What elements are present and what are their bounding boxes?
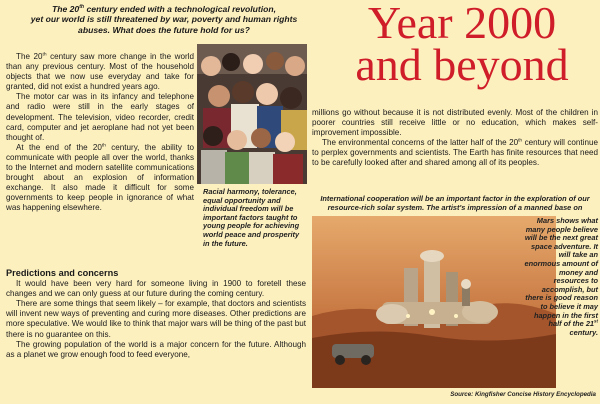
article-column-2 [312,108,598,169]
mars-photo-caption-top: International cooperation will be an important factor in the exploration of our resource-rich solar system. The artist's impression of a manned base on [320,194,590,212]
paragraph: At the end of the 20th century, the ability to communicate with people all over the world, thanks to the Internet and modern satellite communications brought about an explosion of information exchange. It also made it difficult for some governments to keep people in ignorance of what was happening elsewhere. [6,142,194,213]
title-line-1: Year 2000 [367,0,557,48]
source-credit: Source: Kingfisher Concise History Encyclopedia [450,391,596,398]
page-title [326,0,598,90]
mars-photo-caption-side: Mars shows what many people believe will be the next great space adventure. It will take an enormous amount of money and resources to accomplish, but there is good reason to believe it may happen in the first half of the 21st century. [524,216,598,337]
paragraph: The growing population of the world is a major concern for the future. Although as a planet we grow enough food to feed everyone, [6,339,306,359]
predictions-section [6,267,306,360]
paragraph: It would have been very hard for someone living in 1900 to foretell these changes and we can only guess at our future during the coming century. [6,279,306,299]
section-heading: Predictions and concerns [6,268,119,278]
intro-sup: th [79,4,85,11]
paragraph: millions go without because it is not distributed evenly. Most of the children in poorer countries still receive little or no education, which makes self-improvement impossible. [312,108,598,138]
paragraph: The environmental concerns of the latter half of the 20th century will continue to perplex governments and scientists. The Earth has finite resources that need to be carefully looked after and shared among all of its peoples. [312,138,598,168]
children-photo [197,44,307,184]
paragraph: The motor car was in its infancy and telephone and radio were still in the early stages of development. The television, video recorder, credit card, computer and jet aeroplane had not yet been thought of. [6,92,194,142]
article-column-1 [6,52,194,214]
intro-standfirst [6,4,322,35]
intro-text: abuses. What does the future hold for us? [78,24,250,35]
intro-text: yet our world is still threatened by war, poverty and human rights [30,14,298,25]
children-photo-caption: Racial harmony, tolerance, equal opportunity and individual freedom will be important factors taught to young people for achieving world peace and prosperity in the future. [203,187,300,248]
paragraph: The 20th century saw more change in the world than any previous century. Most of the household objects that we now use everyday and take for granted, did not exist a hundred years ago. [6,52,195,92]
mars-base-illustration [312,216,556,388]
intro-text: century ended with a technological revolution, [84,4,277,14]
intro-text: The 20 [51,4,80,14]
title-line-2: and beyond [355,39,569,90]
paragraph: There are some things that seem likely – for example, that doctors and scientists will invent new ways of preventing and curing more diseases. Other predictions are more speculative. We would like to think that major wars will be thing of the past but there is no guarantee on this. [6,299,306,339]
